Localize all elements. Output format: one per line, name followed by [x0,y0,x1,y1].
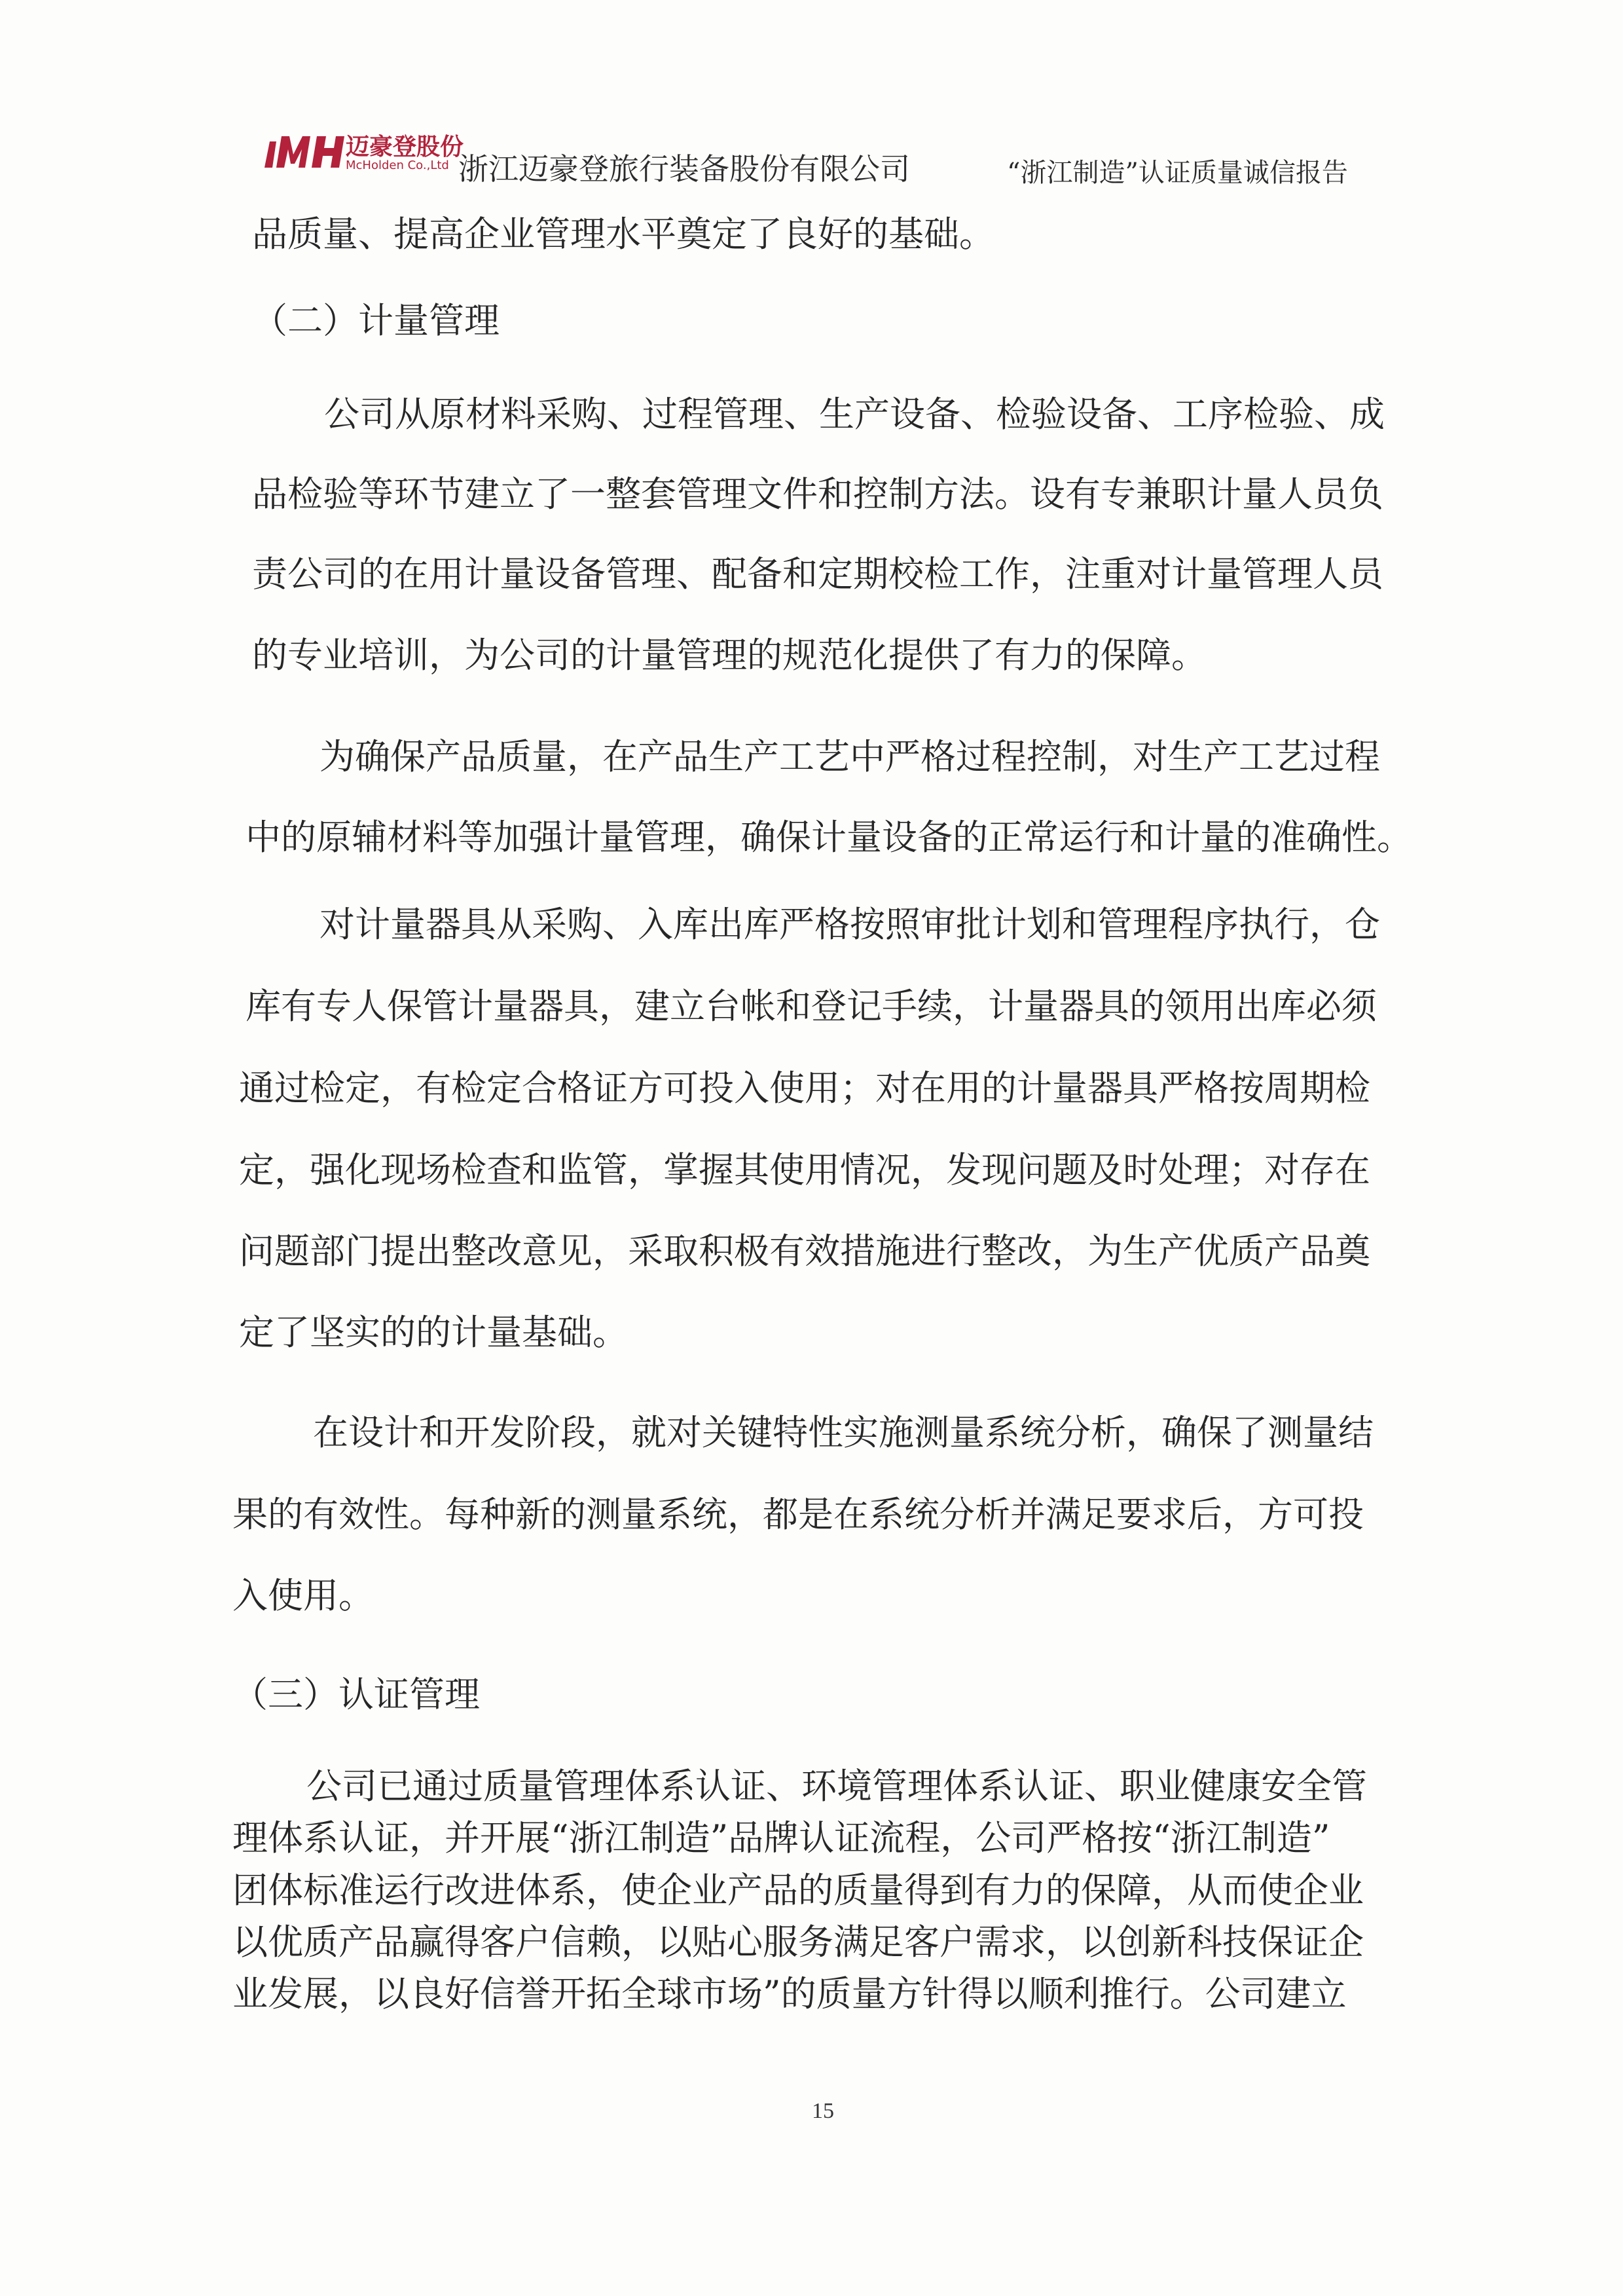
report-title: “浙江制造”认证质量诚信报告 [1007,158,1348,188]
text-line: 中的原辅材料等加强计量管理，确保计量设备的正常运行和计量的准确性。 [246,817,1412,858]
text-line: 业发展，以良好信誉开拓全球市场”的质量方针得以顺利推行。公司建立 [232,1973,1347,2014]
section-heading: （二）计量管理 [252,300,500,341]
text-line: 问题部门提出整改意见，采取积极有效措施进行整改，为生产优质产品奠 [239,1231,1370,1272]
text-line: 公司从原材料采购、过程管理、生产设备、检验设备、工序检验、成 [324,394,1385,435]
text-line: 以优质产品赢得客户信赖，以贴心服务满足客户需求，以创新科技保证企 [232,1921,1364,1963]
text-line: 品检验等环节建立了一整套管理文件和控制方法。设有专兼职计量人员负 [252,473,1383,515]
text-line: 为确保产品质量，在产品生产工艺中严格过程控制，对生产工艺过程 [319,736,1380,777]
text-line: 在设计和开发阶段，就对关键特性实施测量系统分析，确保了测量结 [313,1412,1374,1453]
text-line: 责公司的在用计量设备管理、配备和定期校检工作，注重对计量管理人员 [252,553,1383,595]
logo-english-text: McHolden Co.,Ltd [346,158,449,172]
text-line: 团体标准运行改进体系，使企业产品的质量得到有力的保障，从而使企业 [232,1870,1364,1911]
text-line: 定，强化现场检查和监管，掌握其使用情况，发现问题及时处理；对存在 [239,1149,1370,1191]
text-line: 库有专人保管计量器具，建立台帐和登记手续，计量器具的领用出库必须 [246,986,1377,1027]
text-line: 理体系认证，并开展“浙江制造”品牌认证流程，公司严格按“浙江制造” [232,1817,1330,1859]
page-number: 15 [812,2099,834,2123]
logo-chinese-text: 迈豪登股份 [346,133,464,160]
text-line: 的专业培训，为公司的计量管理的规范化提供了有力的保障。 [252,635,1207,676]
section-heading: （三）认证管理 [232,1674,480,1715]
text-line: 对计量器具从采购、入库出库严格按照审批计划和管理程序执行，仓 [319,904,1380,945]
text-line: 定了坚实的的计量基础。 [239,1312,628,1353]
text-line: 通过检定，有检定合格证方可投入使用；对在用的计量器具严格按周期检 [239,1067,1370,1109]
text-line: 品质量、提高企业管理水平奠定了良好的基础。 [252,213,994,255]
text-line: 公司已通过质量管理体系认证、环境管理体系认证、职业健康安全管 [306,1766,1367,1807]
company-name: 浙江迈豪登旅行装备股份有限公司 [458,151,910,187]
text-line: 入使用。 [232,1575,374,1616]
text-line: 果的有效性。每种新的测量系统，都是在系统分析并满足要求后，方可投 [232,1494,1364,1535]
